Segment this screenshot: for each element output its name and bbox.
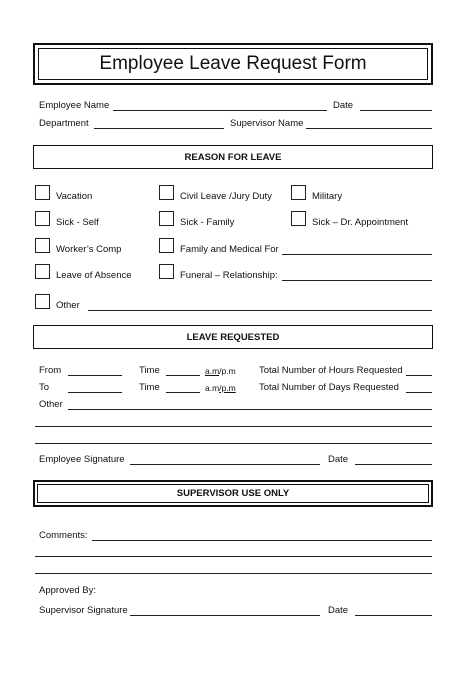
sick-appointment-checkbox[interactable] xyxy=(291,211,306,226)
leave-other-line-3[interactable] xyxy=(35,443,432,444)
to-pm: /p.m xyxy=(219,383,236,393)
department-label: Department xyxy=(39,118,89,129)
family-medical-checkbox[interactable] xyxy=(159,238,174,253)
funeral-relationship-field[interactable] xyxy=(282,280,432,281)
from-am: a.m xyxy=(205,366,220,376)
civil-leave-checkbox[interactable] xyxy=(159,185,174,200)
from-date-field[interactable] xyxy=(68,375,122,376)
employee-name-label: Employee Name xyxy=(39,100,110,111)
military-checkbox[interactable] xyxy=(291,185,306,200)
comments-line-2[interactable] xyxy=(35,556,432,557)
from-time-field[interactable] xyxy=(166,375,200,376)
comments-label: Comments: xyxy=(39,530,88,541)
from-pm: /p.m xyxy=(219,366,236,376)
supervisor-signature-field[interactable] xyxy=(130,615,320,616)
comments-field[interactable] xyxy=(92,540,432,541)
leave-requested-header: LEAVE REQUESTED xyxy=(33,325,433,349)
supervisor-signature-label: Supervisor Signature xyxy=(39,605,128,616)
employee-signature-label: Employee Signature xyxy=(39,454,125,465)
reason-for-leave-header: REASON FOR LEAVE xyxy=(33,145,433,169)
civil-leave-label: Civil Leave /Jury Duty xyxy=(180,191,272,202)
to-time-label: Time xyxy=(139,382,160,393)
sick-family-label: Sick - Family xyxy=(180,217,235,228)
other-reason-field[interactable] xyxy=(88,310,432,311)
from-time-label: Time xyxy=(139,365,160,376)
vacation-label: Vacation xyxy=(56,191,93,202)
leave-of-absence-checkbox[interactable] xyxy=(35,264,50,279)
sick-family-checkbox[interactable] xyxy=(159,211,174,226)
leave-other-line-2[interactable] xyxy=(35,426,432,427)
to-ampm xyxy=(205,383,236,394)
supervisor-use-header: SUPERVISOR USE ONLY xyxy=(37,484,429,503)
total-days-field[interactable] xyxy=(406,392,432,393)
other-reason-checkbox[interactable] xyxy=(35,294,50,309)
sick-appointment-label: Sick – Dr. Appointment xyxy=(312,217,409,228)
form-title: Employee Leave Request Form xyxy=(38,48,428,80)
leave-other-label: Other xyxy=(39,399,63,410)
supervisor-use-header-box xyxy=(33,480,433,507)
department-field[interactable] xyxy=(94,128,224,129)
form-title-box xyxy=(33,43,433,85)
date-field[interactable] xyxy=(360,110,432,111)
employee-signature-date-field[interactable] xyxy=(355,464,432,465)
approved-by-label: Approved By: xyxy=(39,585,97,596)
total-hours-label: Total Number of Hours Requested xyxy=(259,365,403,376)
to-date-field[interactable] xyxy=(68,392,122,393)
family-medical-label: Family and Medical For xyxy=(180,244,279,255)
military-label: Military xyxy=(312,191,343,202)
to-label: To xyxy=(39,382,50,393)
to-am: a.m xyxy=(205,383,220,393)
supervisor-date-label: Date xyxy=(328,605,349,616)
leave-of-absence-label: Leave of Absence xyxy=(56,270,132,281)
workers-comp-label: Worker’s Comp xyxy=(56,244,122,255)
to-time-field[interactable] xyxy=(166,392,200,393)
supervisor-date-field[interactable] xyxy=(355,615,432,616)
employee-name-field[interactable] xyxy=(113,110,327,111)
sick-self-checkbox[interactable] xyxy=(35,211,50,226)
leave-other-field[interactable] xyxy=(68,409,432,410)
date-label: Date xyxy=(333,100,354,111)
supervisor-name-label: Supervisor Name xyxy=(230,118,304,129)
total-hours-field[interactable] xyxy=(406,375,432,376)
total-days-label: Total Number of Days Requested xyxy=(259,382,399,393)
family-medical-field[interactable] xyxy=(282,254,432,255)
from-label: From xyxy=(39,365,62,376)
funeral-label: Funeral – Relationship: xyxy=(180,270,278,281)
vacation-checkbox[interactable] xyxy=(35,185,50,200)
workers-comp-checkbox[interactable] xyxy=(35,238,50,253)
from-ampm xyxy=(205,366,236,377)
funeral-checkbox[interactable] xyxy=(159,264,174,279)
employee-signature-field[interactable] xyxy=(130,464,320,465)
sick-self-label: Sick - Self xyxy=(56,217,99,228)
comments-line-3[interactable] xyxy=(35,573,432,574)
supervisor-name-field[interactable] xyxy=(306,128,432,129)
employee-signature-date-label: Date xyxy=(328,454,349,465)
other-reason-label: Other xyxy=(56,300,80,311)
